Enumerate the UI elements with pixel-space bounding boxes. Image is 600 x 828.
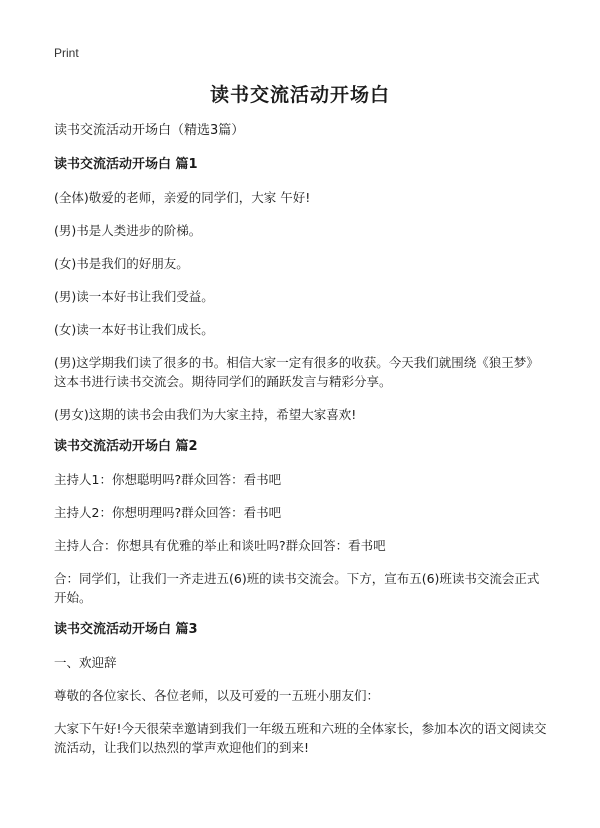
paragraph: 合：同学们，让我们一齐走进五(6)班的读书交流会。下方，宣布五(6)班读书交流会正式开始。 <box>54 571 540 605</box>
section-3 <box>54 621 550 757</box>
paragraph: 一、欢迎辞 <box>54 655 117 670</box>
section-1 <box>54 156 550 424</box>
paragraph: (男女)这期的读书会由我们为大家主持，希望大家喜欢! <box>54 407 357 422</box>
section-2 <box>54 438 550 607</box>
paragraph: (男)读一本好书让我们受益。 <box>54 289 214 304</box>
paragraph: 主持人1：你想聪明吗?群众回答：看书吧 <box>54 472 282 487</box>
paragraph: (男)这学期我们读了很多的书。相信大家一定有很多的收获。今天我们就围绕《狼王梦》这本书进行读书交流会。期待同学们的踊跃发言与精彩分享。 <box>54 355 539 389</box>
print-link[interactable]: Print <box>54 46 79 60</box>
paragraph: 主持人2：你想明理吗?群众回答：看书吧 <box>54 505 282 520</box>
section-heading: 读书交流活动开场白 篇3 <box>54 622 198 637</box>
paragraph: 大家下午好!今天很荣幸邀请到我们一年级五班和六班的全体家长，参加本次的语文阅读交流活动，让我们以热烈的掌声欢迎他们的到来! <box>54 721 547 755</box>
document-body <box>54 122 550 771</box>
section-heading: 读书交流活动开场白 篇2 <box>54 439 198 454</box>
section-heading: 读书交流活动开场白 篇1 <box>54 157 198 172</box>
paragraph: 尊敬的各位家长、各位老师，以及可爱的一五班小朋友们： <box>54 688 380 703</box>
paragraph: (全体)敬爱的老师，亲爱的同学们，大家 午好! <box>54 190 311 205</box>
paragraph: (女)读一本好书让我们成长。 <box>54 322 214 337</box>
document-subtitle: 读书交流活动开场白（精选3篇） <box>54 123 245 138</box>
paragraph: (女)书是我们的好朋友。 <box>54 256 189 271</box>
page-title: 读书交流活动开场白 <box>209 84 390 106</box>
paragraph: 主持人合：你想具有优雅的举止和谈吐吗?群众回答：看书吧 <box>54 538 386 553</box>
paragraph: (男)书是人类进步的阶梯。 <box>54 223 202 238</box>
